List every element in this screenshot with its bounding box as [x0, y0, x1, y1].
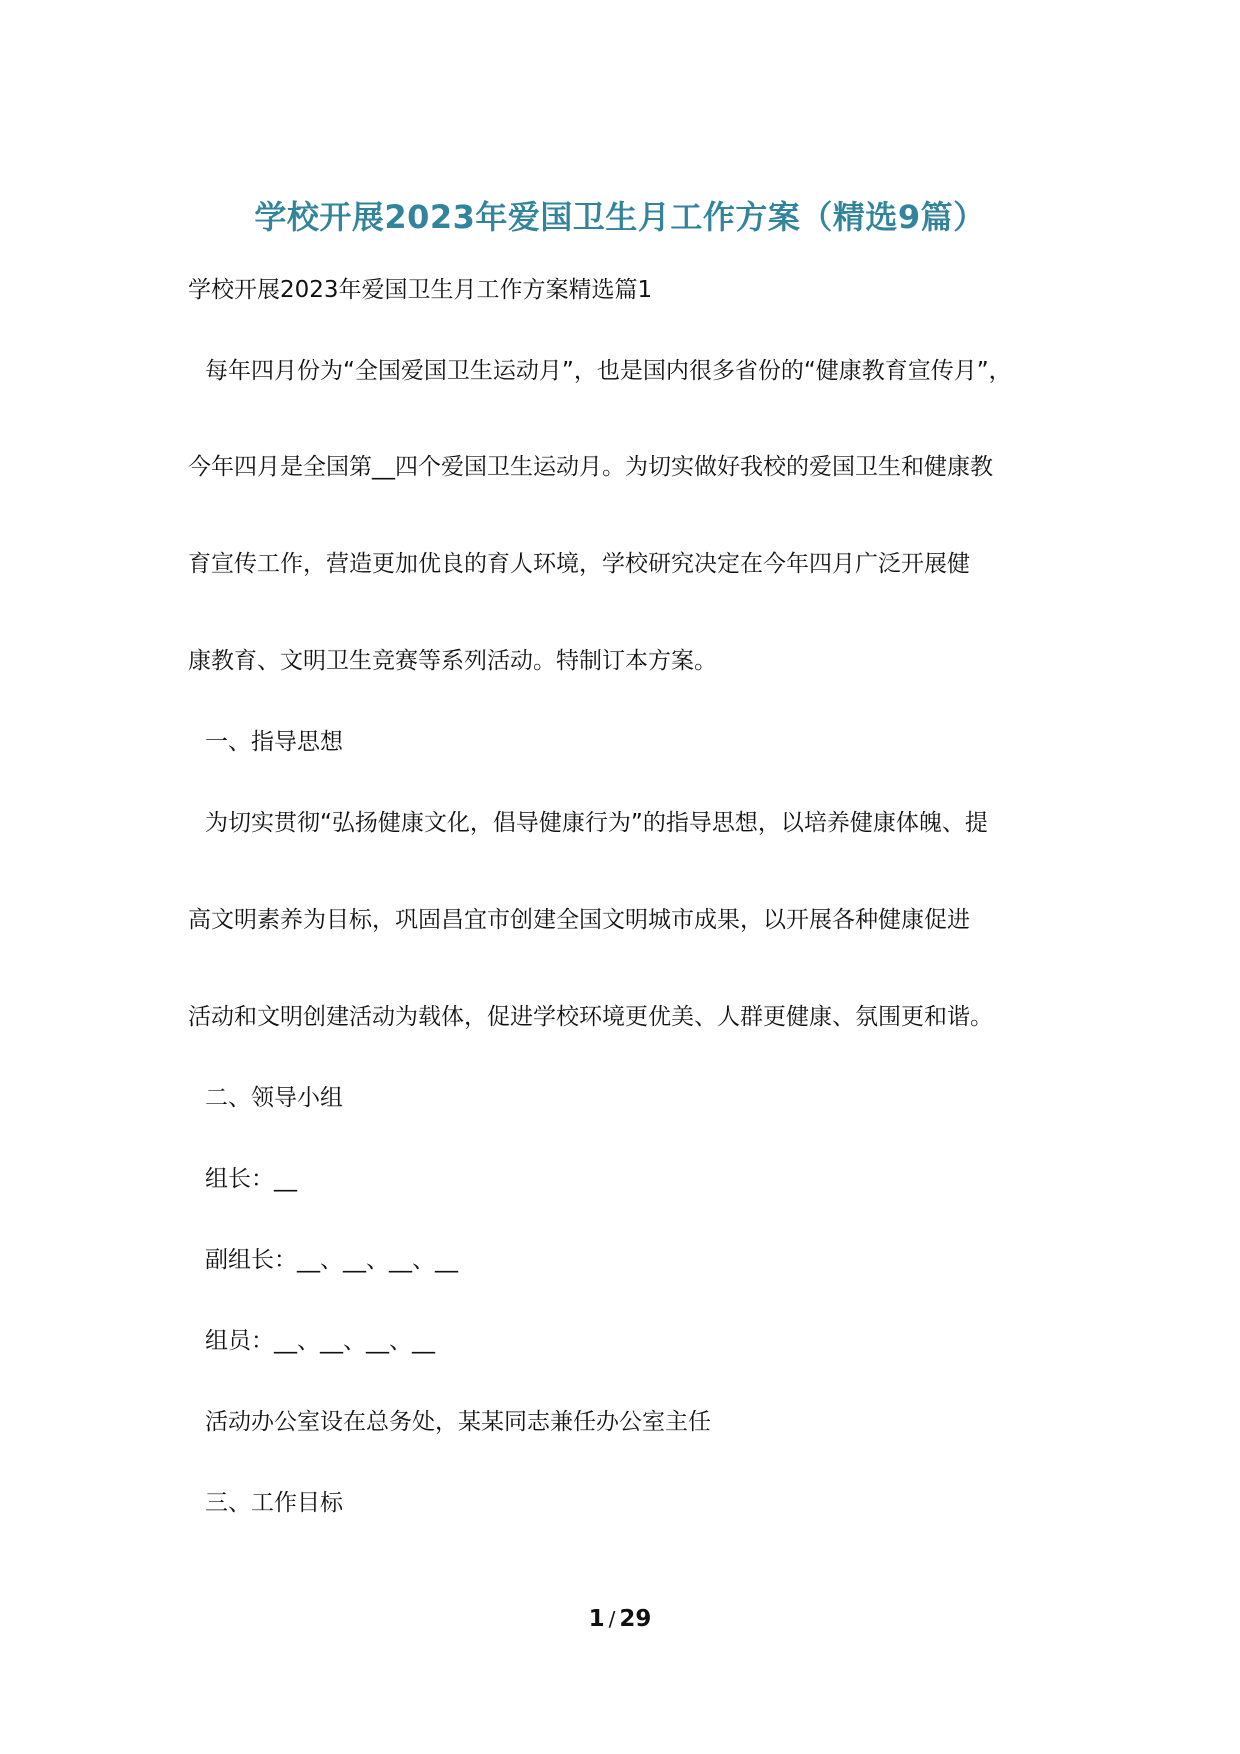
paragraph-line: 每年四月份为“全国爱国卫生运动月”，也是国内很多省份的“健康教育宣传月”，: [205, 358, 1012, 384]
section-heading: 二、领导小组: [205, 1085, 343, 1111]
paragraph-line: 活动办公室设在总务处，某某同志兼任办公室主任: [205, 1409, 711, 1435]
total-pages: 29: [619, 1606, 652, 1632]
paragraph-line: 为切实贯彻“弘扬健康文化，倡导健康行为”的指导思想，以培养健康体魄、提: [205, 810, 988, 836]
section-heading: 三、工作目标: [205, 1490, 343, 1516]
paragraph-line: 高文明素养为目标，巩固昌宜市创建全国文明城市成果，以开展各种健康促进: [188, 907, 970, 933]
page-separator: /: [608, 1607, 616, 1631]
section-heading: 一、指导思想: [205, 729, 343, 755]
current-page: 1: [588, 1606, 605, 1632]
paragraph-line: 今年四月是全国第__四个爱国卫生运动月。为切实做好我校的爱国卫生和健康教: [188, 454, 993, 480]
document-title: 学校开展2023年爱国卫生月工作方案（精选9篇）: [254, 198, 986, 236]
page-number: [0, 1606, 1240, 1632]
paragraph-line: 组长：__: [205, 1166, 297, 1192]
paragraph-line: 活动和文明创建活动为载体，促进学校环境更优美、人群更健康、氛围更和谐。: [188, 1004, 993, 1030]
paragraph-line: 副组长：__、__、__、__: [205, 1247, 458, 1273]
paragraph-line: 育宣传工作，营造更加优良的育人环境，学校研究决定在今年四月广泛开展健: [188, 551, 970, 577]
paragraph-line: 康教育、文明卫生竞赛等系列活动。特制订本方案。: [188, 648, 717, 674]
section-heading: 学校开展2023年爱国卫生月工作方案精选篇1: [188, 277, 653, 303]
paragraph-line: 组员：__、__、__、__: [205, 1328, 435, 1354]
